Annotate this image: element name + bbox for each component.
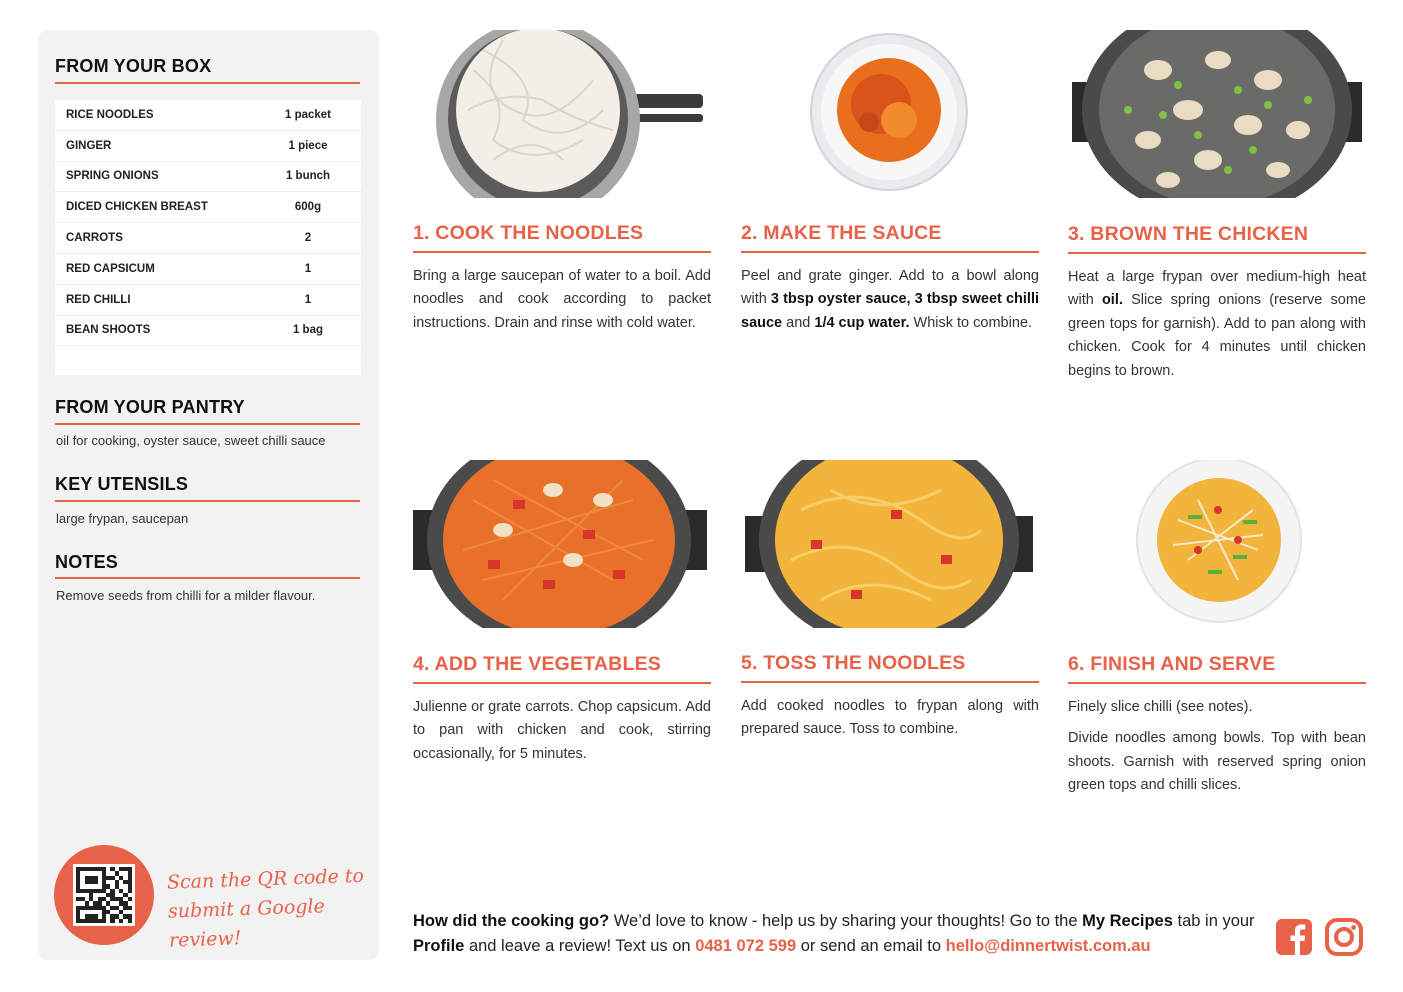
step-text: Julienne or grate carrots. Chop capsicum. Add to pan with chicken and cook, stirring occasionally, for 5 minutes. [413,699,711,762]
ingredient-qty: 1 piece [288,139,328,152]
utensils-text: large frypan, saucepan [56,511,189,526]
pantry-title: FROM YOUR PANTRY [55,397,245,417]
step-4 [413,460,711,766]
text-run: Slice spring onions (reserve some green tops for garnish). Add to pan along with chicken. Cook for 4 minutes until chicken begins to brown. [1068,292,1366,379]
ingredient-qty: 1 packet [284,108,332,121]
utensils-title: KEY UTENSILS [55,474,189,494]
qr-code[interactable] [73,864,135,926]
qr-badge [54,845,154,945]
toss-photo [741,460,1039,628]
step-title: 5. TOSS THE NOODLES [741,652,1039,683]
box-title: FROM YOUR BOX [55,56,212,76]
step-text [1068,266,1366,383]
ingredient-qty: 1 bunch [285,170,331,183]
ingredient-name: BEAN SHOOTS [66,324,151,337]
phone-link[interactable]: 0481 072 599 [695,937,797,955]
step-3 [1068,30,1366,383]
step-1 [413,30,711,335]
facebook-icon[interactable] [1275,918,1313,956]
ingredient-row [55,192,361,223]
ingredient-row [55,162,361,193]
footer-text: tab in your [1172,912,1255,930]
ingredient-qty: 1 [304,293,312,306]
email-link[interactable]: hello@dinnertwist.com.au [945,937,1151,955]
step-text: Divide noodles among bowls. Top with bean shoots. Garnish with reserved spring onion green tops and chilli slices. [1068,730,1366,794]
noodles-photo [413,30,711,198]
ingredient-qty: 1 bag [292,324,324,337]
notes-text: Remove seeds from chilli for a milder flavour. [56,588,316,603]
ingredient-row [55,223,361,254]
footer-text: We’d love to know - help us by sharing your thoughts! Go to the [609,912,1083,930]
footer-text: and leave a review! Text us on [464,937,696,955]
step-text [741,265,1039,335]
sauce-photo [741,30,1039,198]
feedback-footer [413,909,1258,959]
frypan-noodles-image [741,460,1039,628]
text-run: and [782,314,815,331]
qr-code-pattern [76,867,132,923]
qr-caption-line: Scan the QR code to [166,864,365,894]
divider [55,82,360,84]
step-text: Bring a large saucepan of water to a boil. Add noodles and cook according to packet instructions. Drain and rinse with cold water. [413,268,711,331]
ingredient-qty: 1 [304,262,312,275]
serving-bowl-image [1068,460,1366,628]
step-6 [1068,460,1366,798]
ingredient-qty: 2 [304,232,312,245]
strainer-noodles-image [413,30,711,198]
qr-caption [167,861,381,955]
step-title: 6. FINISH AND SERVE [1068,653,1366,684]
step-title: 2. MAKE THE SAUCE [741,222,1039,253]
ingredient-row [55,285,361,316]
ingredient-name: DICED CHICKEN BREAST [66,201,208,214]
ingredient-name: RICE NOODLES [66,108,154,121]
frypan-vegetables-image [413,460,711,628]
ingredient-name: SPRING ONIONS [66,170,159,183]
qr-caption-line: submit a Google review! [167,895,326,952]
ingredient-name: RED CHILLI [66,293,131,306]
step-text: Add cooked noodles to frypan along with prepared sauce. Toss to combine. [741,698,1039,738]
text-bold: 3 tbsp oyster sauce, 3 tbsp sweet chilli sauce [741,291,1039,331]
step-2 [741,30,1039,335]
text-bold: 1/4 cup water. [814,314,910,331]
my-recipes-label: My Recipes [1082,912,1173,930]
ingredient-name: GINGER [66,139,112,152]
ingredients-table [55,100,361,375]
step-title: 1. COOK THE NOODLES [413,222,711,253]
divider [55,500,360,502]
qr-module [128,919,132,923]
step-title: 4. ADD THE VEGETABLES [413,653,711,684]
notes-title: NOTES [55,552,119,572]
step-5 [741,460,1039,742]
ingredient-row [55,316,361,347]
ingredient-name: RED CAPSICUM [66,262,155,275]
pantry-text: oil for cooking, oyster sauce, sweet chilli sauce [56,433,326,448]
ingredient-row [55,100,361,131]
sauce-bowl-image [741,30,1039,198]
footer-text: or send an email to [796,937,946,955]
text-run: Peel and grate ginger. Add to a bowl along with [741,268,1039,308]
profile-label: Profile [413,937,465,955]
ingredient-row [55,254,361,285]
serve-photo [1068,460,1366,628]
chicken-photo [1068,30,1366,198]
step-title: 3. BROWN THE CHICKEN [1068,223,1366,254]
ingredients-sidebar [38,30,379,960]
vegetables-photo [413,460,711,628]
divider [55,577,360,579]
divider [55,423,360,425]
ingredient-name: CARROTS [66,232,123,245]
text-run: Whisk to combine. [909,314,1032,331]
frypan-chicken-image [1068,30,1366,198]
ingredient-row [55,131,361,162]
text-bold: oil. [1101,292,1123,309]
footer-question: How did the cooking go? [413,912,610,930]
ingredient-qty: 600g [294,201,322,214]
step-text: Finely slice chilli (see notes). [1068,699,1253,715]
text-run: Heat a large frypan over medium-high heat with [1068,269,1366,309]
instagram-icon[interactable] [1325,918,1363,956]
